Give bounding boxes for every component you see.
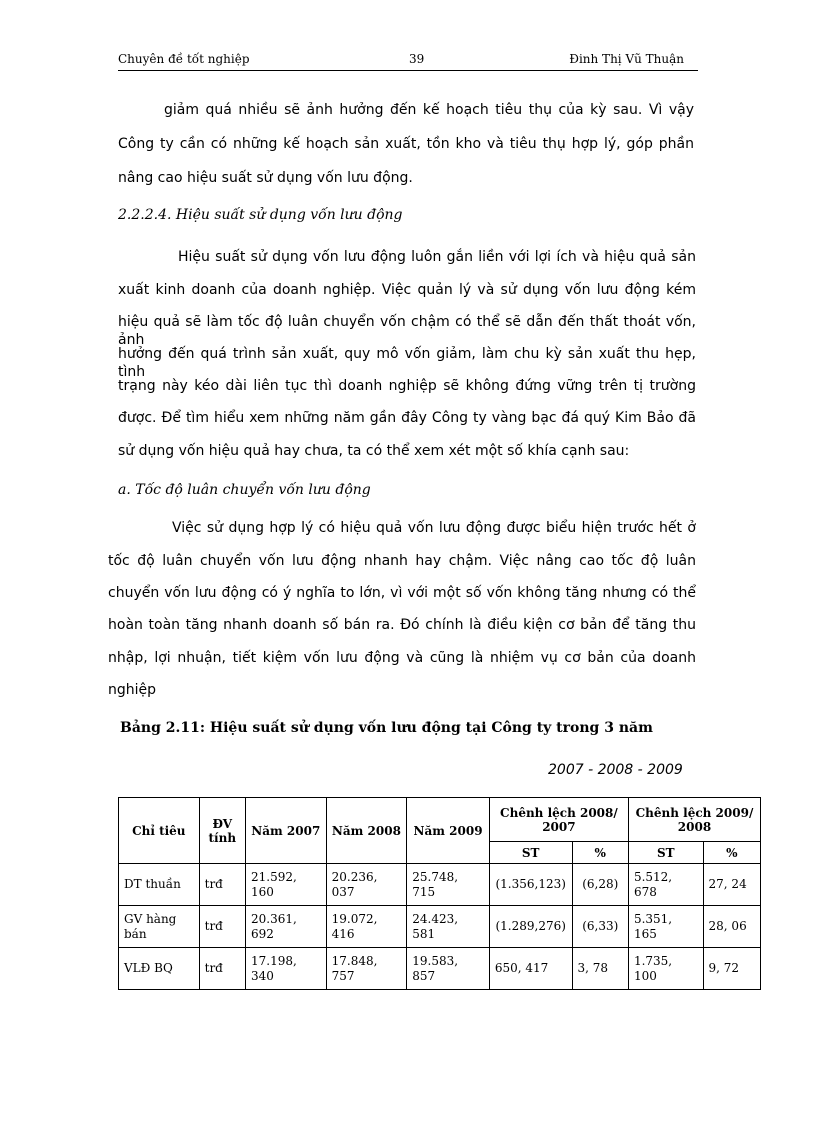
cell-pct1: 3, 78 xyxy=(572,948,628,990)
paragraph-line: Việc sử dụng hợp lý có hiệu quả vốn lưu động được biểu hiện trước hết ở xyxy=(172,520,696,536)
cell-unit: trđ xyxy=(199,906,245,948)
header-unit: ĐV tính xyxy=(199,798,245,864)
cell-2007: 21.592, 160 xyxy=(245,864,326,906)
paragraph-line: chuyển vốn lưu động có ý nghĩa to lớn, vì với một số vốn không tăng nhưng có thể xyxy=(108,585,696,601)
cell-st1: 650, 417 xyxy=(489,948,572,990)
cell-st1: (1.289,276) xyxy=(489,906,572,948)
data-table xyxy=(118,797,761,990)
paragraph-line: hoàn toàn tăng nhanh doanh số bán ra. Đó chính là điều kiện cơ bản để tăng thu xyxy=(108,617,696,633)
cell-st2: 5.351, 165 xyxy=(628,906,703,948)
cell-pct2: 9, 72 xyxy=(703,948,760,990)
cell-indicator: VLĐ BQ xyxy=(119,948,200,990)
table-row xyxy=(119,906,761,948)
paragraph-line: nhập, lợi nhuận, tiết kiệm vốn lưu động và cũng là nhiệm vụ cơ bản của doanh xyxy=(108,650,696,666)
cell-2008: 17.848, 757 xyxy=(326,948,407,990)
header-author: Đinh Thị Vũ Thuận xyxy=(569,52,684,66)
cell-2008: 20.236, 037 xyxy=(326,864,407,906)
paragraph-line: hưởng đến quá trình sản xuất, quy mô vốn giảm, làm chu kỳ sản xuất thu hẹp, tình xyxy=(118,346,696,380)
cell-pct1: (6,33) xyxy=(572,906,628,948)
header-2009: Năm 2009 xyxy=(407,798,490,864)
page-number: 39 xyxy=(409,52,425,66)
paragraph-line: trạng này kéo dài liên tục thì doanh nghiệp sẽ không đứng vững trên tị trường xyxy=(118,378,696,394)
cell-st2: 1.735, 100 xyxy=(628,948,703,990)
header-diff-2009-2008: Chênh lệch 2009/ 2008 xyxy=(628,798,760,842)
header-st: ST xyxy=(628,842,703,864)
header-title: Chuyên đề tốt nghiệp xyxy=(118,52,250,66)
section-heading: 2.2.2.4. Hiệu suất sử dụng vốn lưu động xyxy=(118,207,403,223)
table-years-note: 2007 - 2008 - 2009 xyxy=(548,762,683,778)
paragraph-line: giảm quá nhiều sẽ ảnh hưởng đến kế hoạch tiêu thụ của kỳ sau. Vì vậy xyxy=(164,102,694,118)
cell-pct2: 27, 24 xyxy=(703,864,760,906)
header-2007: Năm 2007 xyxy=(245,798,326,864)
paragraph-line: nghiệp xyxy=(108,682,157,698)
cell-st1: (1.356,123) xyxy=(489,864,572,906)
cell-indicator: GV hàng bán xyxy=(119,906,200,948)
cell-unit: trđ xyxy=(199,948,245,990)
header-diff-2008-2007: Chênh lệch 2008/ 2007 xyxy=(489,798,628,842)
cell-indicator: DT thuần xyxy=(119,864,200,906)
paragraph-line: Hiệu suất sử dụng vốn lưu động luôn gắn liền với lợi ích và hiệu quả sản xyxy=(178,249,696,265)
header-pct: % xyxy=(572,842,628,864)
page-header xyxy=(118,52,698,71)
paragraph-line: Công ty cần có những kế hoạch sản xuất, tồn kho và tiêu thụ hợp lý, góp phần xyxy=(118,136,694,152)
cell-pct2: 28, 06 xyxy=(703,906,760,948)
paragraph-line: sử dụng vốn hiệu quả hay chưa, ta có thể xem xét một số khía cạnh sau: xyxy=(118,443,630,459)
cell-st2: 5.512, 678 xyxy=(628,864,703,906)
cell-2007: 20.361, 692 xyxy=(245,906,326,948)
cell-unit: trđ xyxy=(199,864,245,906)
paragraph-line: tốc độ luân chuyển vốn lưu động nhanh hay chậm. Việc nâng cao tốc độ luân xyxy=(108,553,696,569)
cell-2007: 17.198, 340 xyxy=(245,948,326,990)
paragraph-line: nâng cao hiệu suất sử dụng vốn lưu động. xyxy=(118,170,413,186)
cell-pct1: (6,28) xyxy=(572,864,628,906)
table-row xyxy=(119,948,761,990)
header-indicator: Chỉ tiêu xyxy=(119,798,200,864)
cell-2008: 19.072, 416 xyxy=(326,906,407,948)
table-row xyxy=(119,864,761,906)
paragraph-line: xuất kinh doanh của doanh nghiệp. Việc quản lý và sử dụng vốn lưu động kém xyxy=(118,282,696,298)
header-pct: % xyxy=(703,842,760,864)
table-title: Bảng 2.11: Hiệu suất sử dụng vốn lưu động tại Công ty trong 3 năm xyxy=(120,720,653,736)
cell-2009: 19.583, 857 xyxy=(407,948,490,990)
subheading: a. Tốc độ luân chuyển vốn lưu động xyxy=(118,482,371,498)
paragraph-line: hiệu quả sẽ làm tốc độ luân chuyển vốn chậm có thể sẽ dẫn đến thất thoát vốn, ảnh xyxy=(118,314,696,348)
paragraph-line: được. Để tìm hiểu xem những năm gần đây Công ty vàng bạc đá quý Kim Bảo đã xyxy=(118,410,696,426)
header-st: ST xyxy=(489,842,572,864)
cell-2009: 25.748, 715 xyxy=(407,864,490,906)
cell-2009: 24.423, 581 xyxy=(407,906,490,948)
header-2008: Năm 2008 xyxy=(326,798,407,864)
